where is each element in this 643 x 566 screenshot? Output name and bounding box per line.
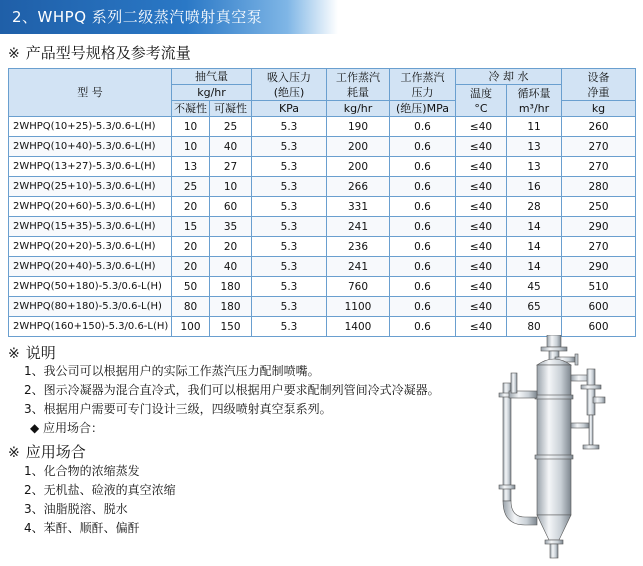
table-cell: 5.3 — [252, 237, 327, 257]
col-header-suction: 抽气量 — [172, 69, 252, 85]
table-row — [9, 117, 636, 137]
table-cell: 1400 — [327, 317, 390, 337]
table-cell: 5.3 — [252, 117, 327, 137]
notes-mark-icon: ※ — [8, 346, 20, 362]
table-cell: 5.3 — [252, 177, 327, 197]
table-cell: 200 — [327, 137, 390, 157]
title-banner — [0, 0, 338, 34]
table-cell: 0.6 — [390, 117, 456, 137]
table-cell: 266 — [327, 177, 390, 197]
table-cell: 80 — [507, 317, 562, 337]
table-cell: 100 — [172, 317, 210, 337]
table-cell: 190 — [327, 117, 390, 137]
table-row — [9, 317, 636, 337]
table-cell: 236 — [327, 237, 390, 257]
table-cell: 331 — [327, 197, 390, 217]
table-cell: 260 — [562, 117, 636, 137]
table-cell: 10 — [172, 137, 210, 157]
table-cell: 14 — [507, 237, 562, 257]
table-cell: 0.6 — [390, 277, 456, 297]
table-cell: 20 — [172, 197, 210, 217]
table-cell: 15 — [172, 217, 210, 237]
spec-table-body — [9, 117, 636, 337]
table-cell: 1100 — [327, 297, 390, 317]
model-cell: 2WHPQ(15+35)-5.3/0.6-L(H) — [9, 217, 172, 237]
table-cell: 180 — [210, 277, 252, 297]
note-item: ◆ 应用场合： — [30, 421, 104, 435]
table-cell: 760 — [327, 277, 390, 297]
table-cell: 45 — [507, 277, 562, 297]
apps-mark-icon: ※ — [8, 445, 20, 461]
table-cell: 200 — [327, 157, 390, 177]
spec-section-title: 产品型号规格及参考流量 — [25, 44, 191, 62]
table-row — [9, 157, 636, 177]
model-cell: 2WHPQ(80+180)-5.3/0.6-L(H) — [9, 297, 172, 317]
table-row — [9, 277, 636, 297]
notes-heading — [8, 342, 56, 363]
table-cell: 241 — [327, 217, 390, 237]
table-cell: 0.6 — [390, 197, 456, 217]
table-cell: 20 — [172, 237, 210, 257]
note-item: 3、根据用户需要可专门设计三级，四级喷射真空泵系列。 — [24, 402, 332, 416]
table-cell: 5.3 — [252, 297, 327, 317]
table-row — [9, 257, 636, 277]
table-cell: 14 — [507, 257, 562, 277]
table-cell: 5.3 — [252, 317, 327, 337]
table-cell: 5.3 — [252, 277, 327, 297]
col-header-weight-unit: kg — [562, 101, 636, 117]
col-header-pressure-sub: (绝压) — [273, 85, 305, 99]
col-header-water: 冷 却 水 — [456, 69, 562, 85]
table-cell: ≤40 — [456, 317, 507, 337]
table-cell: 40 — [210, 137, 252, 157]
table-cell: 20 — [172, 257, 210, 277]
col-header-steam-sub: 耗量 — [347, 85, 369, 99]
table-row — [9, 297, 636, 317]
table-cell: 0.6 — [390, 217, 456, 237]
table-cell: ≤40 — [456, 297, 507, 317]
table-cell: 5.3 — [252, 217, 327, 237]
col-header-cond: 可凝性 — [210, 101, 252, 117]
table-row — [9, 177, 636, 197]
col-header-flow: 循环量 m³/hr — [507, 85, 562, 117]
table-row — [9, 137, 636, 157]
app-item: 2、无机盐、硷液的真空浓缩 — [24, 483, 176, 497]
table-cell: 14 — [507, 217, 562, 237]
table-cell: ≤40 — [456, 257, 507, 277]
model-cell: 2WHPQ(20+40)-5.3/0.6-L(H) — [9, 257, 172, 277]
model-cell: 2WHPQ(20+20)-5.3/0.6-L(H) — [9, 237, 172, 257]
table-cell: 80 — [172, 297, 210, 317]
table-cell: ≤40 — [456, 157, 507, 177]
note-item: 1、我公司可以根据用户的实际工作蒸汽压力配制喷嘴。 — [24, 364, 320, 378]
table-cell: 0.6 — [390, 237, 456, 257]
model-cell: 2WHPQ(20+60)-5.3/0.6-L(H) — [9, 197, 172, 217]
col-header-steam-unit: kg/hr — [327, 101, 390, 117]
table-cell: ≤40 — [456, 197, 507, 217]
col-header-temp: 温度 °C — [456, 85, 507, 117]
model-cell: 2WHPQ(10+40)-5.3/0.6-L(H) — [9, 137, 172, 157]
model-cell: 2WHPQ(13+27)-5.3/0.6-L(H) — [9, 157, 172, 177]
col-header-weight-sub: 净重 — [587, 85, 610, 99]
table-row — [9, 217, 636, 237]
table-cell: 25 — [210, 117, 252, 137]
col-header-pressure-unit: KPa — [252, 101, 327, 117]
table-cell: 600 — [562, 317, 636, 337]
table-cell: 180 — [210, 297, 252, 317]
table-cell: 40 — [210, 257, 252, 277]
table-cell: 65 — [507, 297, 562, 317]
table-cell: ≤40 — [456, 117, 507, 137]
table-cell: 0.6 — [390, 297, 456, 317]
table-cell: 28 — [507, 197, 562, 217]
app-item: 4、苯酐、顺酐、偏酐 — [24, 521, 140, 535]
table-cell: 290 — [562, 217, 636, 237]
model-cell: 2WHPQ(160+150)-5.3/0.6-L(H) — [9, 317, 172, 337]
table-cell: 5.3 — [252, 157, 327, 177]
table-cell: 5.3 — [252, 257, 327, 277]
table-cell: 10 — [210, 177, 252, 197]
table-cell: 25 — [172, 177, 210, 197]
table-cell: 50 — [172, 277, 210, 297]
apps-title: 应用场合 — [25, 443, 86, 461]
col-header-model: 型 号 — [9, 69, 172, 117]
app-item: 3、油脂脱溶、脱水 — [24, 502, 128, 516]
col-header-weight: 设备 净重 — [562, 69, 636, 101]
table-cell: ≤40 — [456, 137, 507, 157]
table-cell: 10 — [172, 117, 210, 137]
table-cell: 270 — [562, 137, 636, 157]
table-cell: 270 — [562, 157, 636, 177]
vacuum-pump-illustration — [495, 335, 610, 563]
apps-list — [24, 462, 176, 538]
col-header-steam-pressure-sub: 压力 — [411, 85, 434, 99]
col-header-suction-unit: kg/hr — [172, 85, 252, 101]
section-mark-icon: ※ — [8, 46, 20, 62]
table-cell: 0.6 — [390, 137, 456, 157]
table-cell: 35 — [210, 217, 252, 237]
table-cell: 16 — [507, 177, 562, 197]
model-cell: 2WHPQ(25+10)-5.3/0.6-L(H) — [9, 177, 172, 197]
note-item: 2、图示冷凝器为混合直冷式，我们可以根据用户要求配制列管间冷式冷凝器。 — [24, 383, 440, 397]
table-cell: 270 — [562, 237, 636, 257]
table-cell: 600 — [562, 297, 636, 317]
table-cell: ≤40 — [456, 277, 507, 297]
spec-section-heading — [8, 42, 191, 63]
col-header-steam-pressure-unit: (绝压)MPa — [390, 101, 456, 117]
table-cell: 290 — [562, 257, 636, 277]
table-cell: 150 — [210, 317, 252, 337]
table-row — [9, 197, 636, 217]
notes-title: 说明 — [25, 344, 56, 362]
table-cell: ≤40 — [456, 237, 507, 257]
model-cell: 2WHPQ(10+25)-5.3/0.6-L(H) — [9, 117, 172, 137]
table-cell: 5.3 — [252, 137, 327, 157]
table-cell: 13 — [507, 157, 562, 177]
col-header-pressure: 吸入压力 (绝压) — [252, 69, 327, 101]
table-cell: 13 — [172, 157, 210, 177]
table-cell: 60 — [210, 197, 252, 217]
spec-table — [8, 68, 636, 337]
table-cell: 0.6 — [390, 317, 456, 337]
col-header-steam: 工作蒸汽 耗量 — [327, 69, 390, 101]
table-cell: 0.6 — [390, 257, 456, 277]
table-cell: 241 — [327, 257, 390, 277]
model-cell: 2WHPQ(50+180)-5.3/0.6-L(H) — [9, 277, 172, 297]
table-cell: 5.3 — [252, 197, 327, 217]
apps-heading — [8, 441, 86, 462]
table-cell: 11 — [507, 117, 562, 137]
table-cell: 250 — [562, 197, 636, 217]
table-cell: 280 — [562, 177, 636, 197]
table-cell: 27 — [210, 157, 252, 177]
table-cell: 510 — [562, 277, 636, 297]
table-cell: 13 — [507, 137, 562, 157]
table-row — [9, 237, 636, 257]
table-cell: 0.6 — [390, 177, 456, 197]
table-cell: 20 — [210, 237, 252, 257]
table-cell: 0.6 — [390, 157, 456, 177]
table-cell: ≤40 — [456, 217, 507, 237]
table-cell: ≤40 — [456, 177, 507, 197]
col-header-noncond: 不凝性 — [172, 101, 210, 117]
page-title: 2、WHPQ 系列二级蒸汽喷射真空泵 — [12, 8, 263, 26]
app-item: 1、化合物的浓缩蒸发 — [24, 464, 140, 478]
col-header-steam-pressure: 工作蒸汽 压力 — [390, 69, 456, 101]
notes-list — [24, 362, 440, 438]
